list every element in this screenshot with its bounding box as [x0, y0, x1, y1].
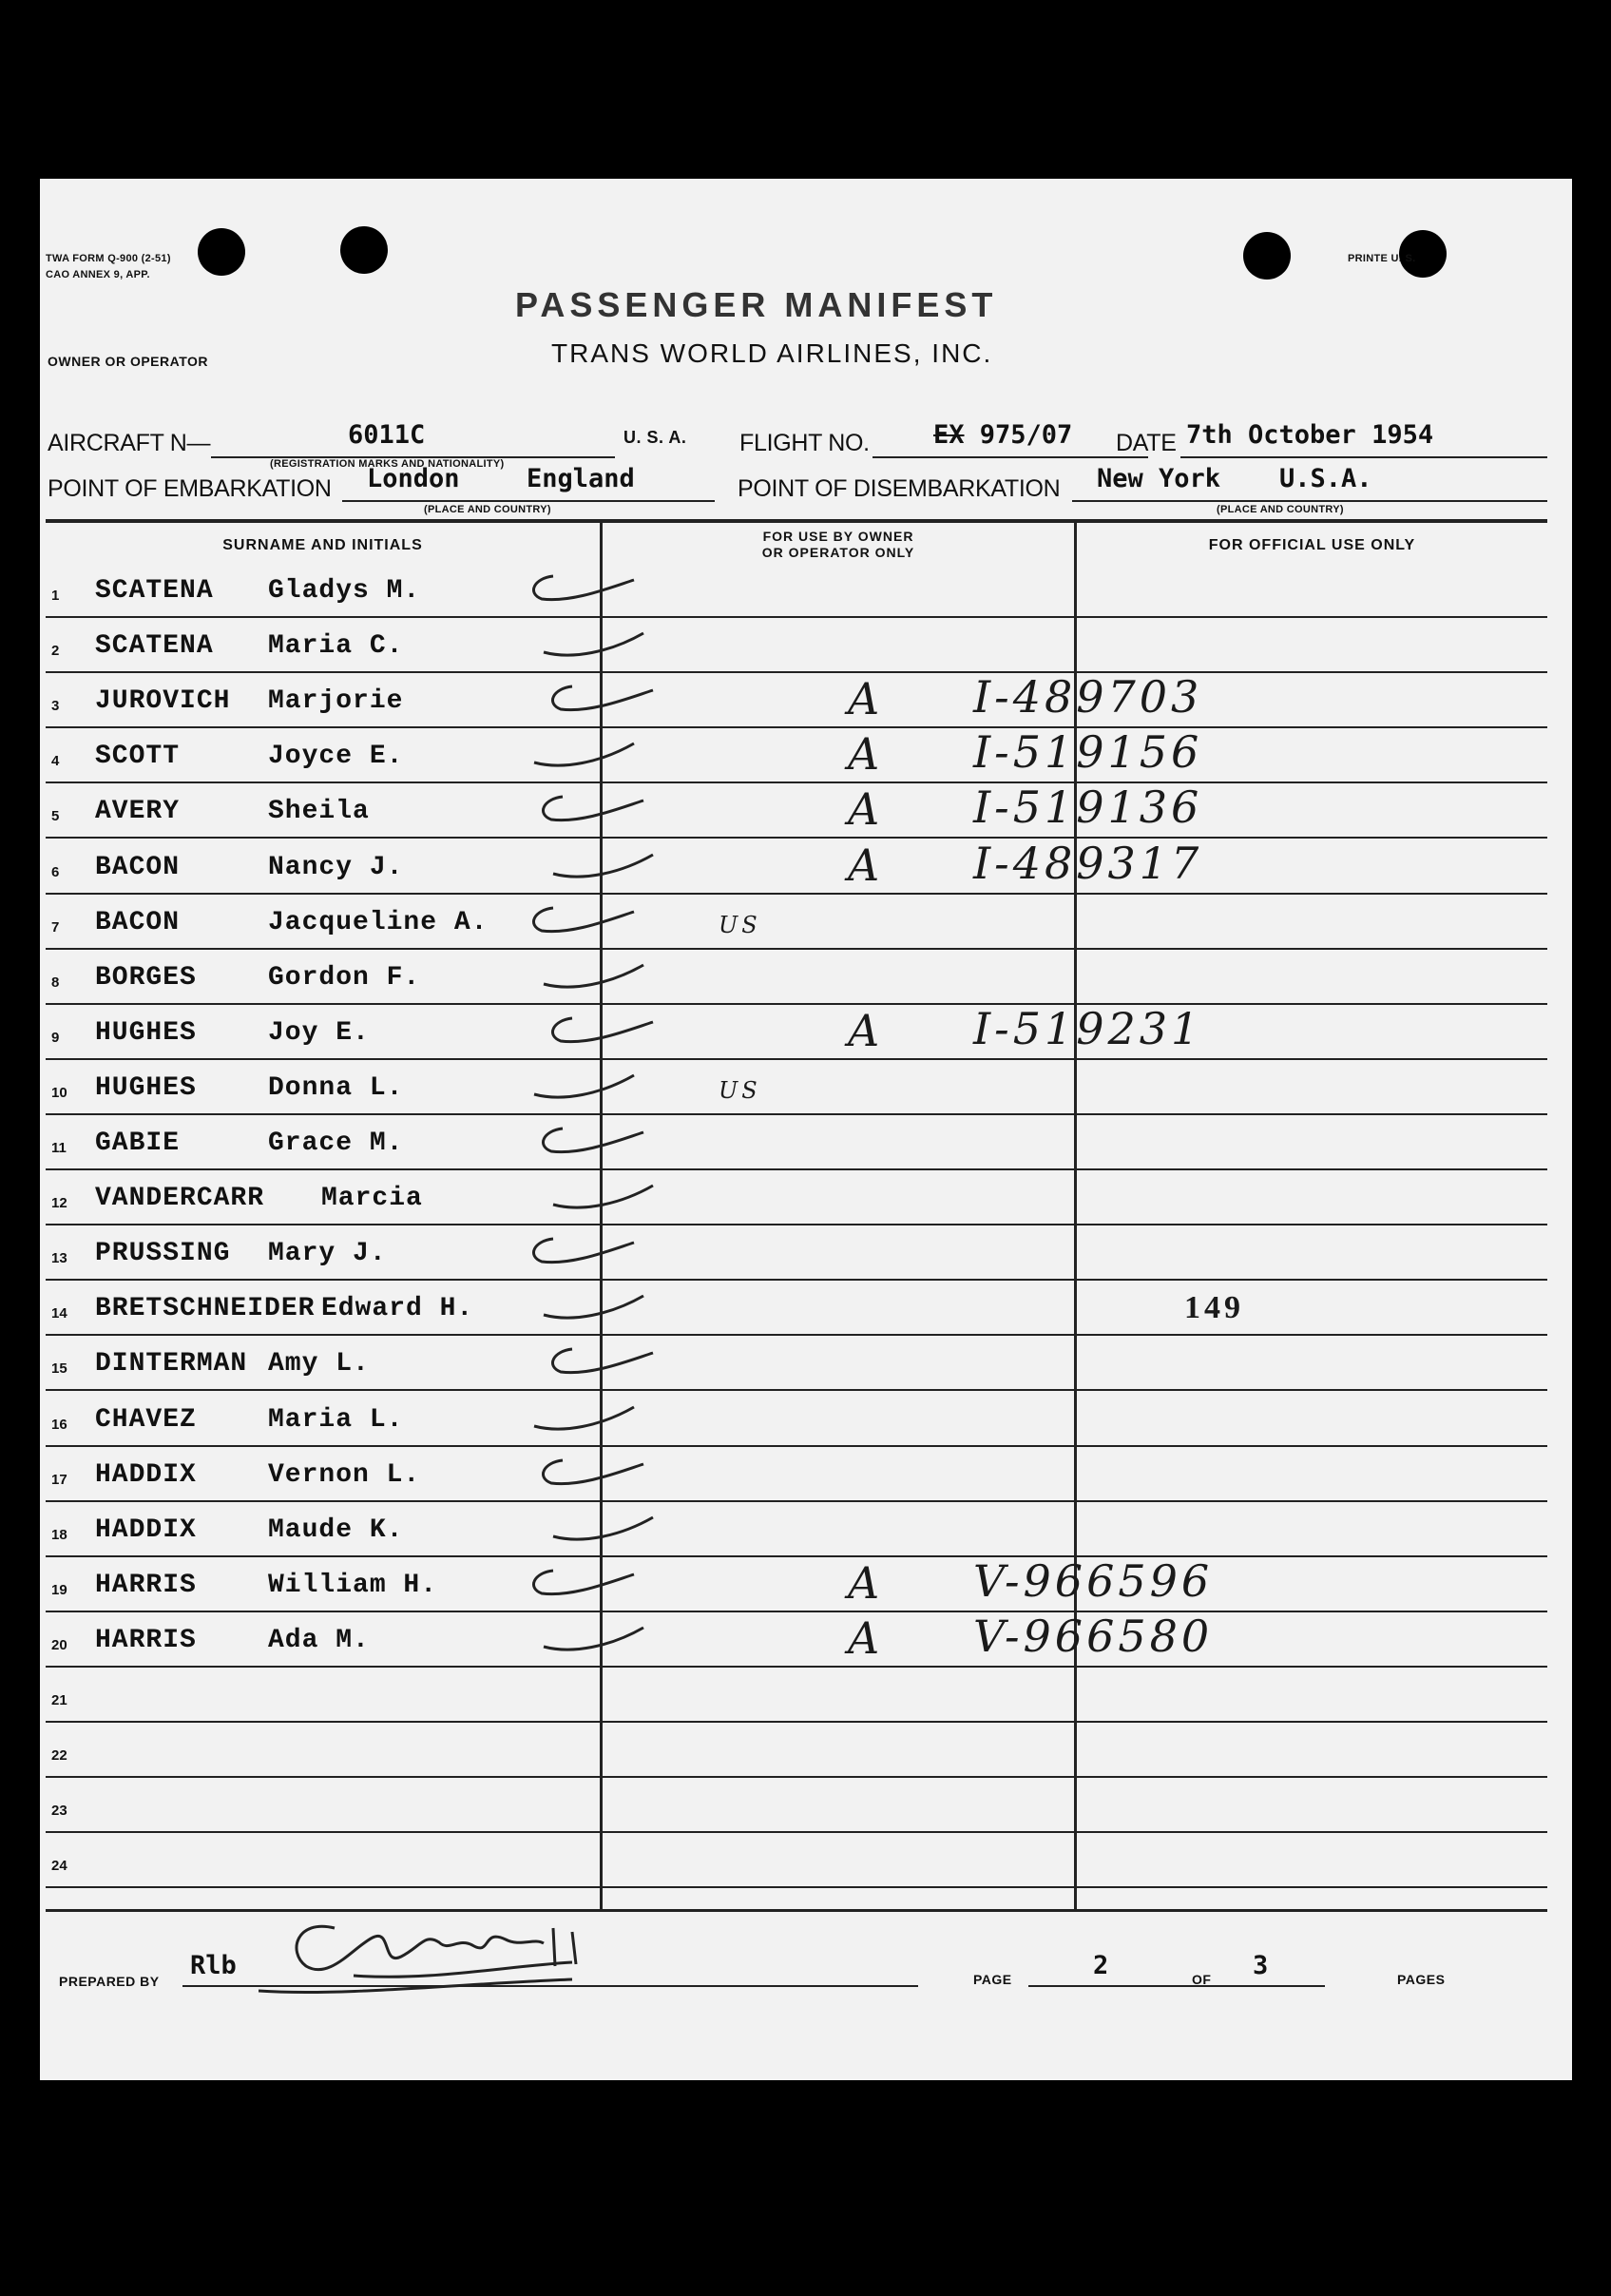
official-use-entry: V-966596	[973, 1555, 1214, 1607]
table-row	[40, 1115, 1572, 1170]
passenger-surname: SCATENA	[95, 631, 214, 661]
disembarkation-city: New York	[1097, 464, 1221, 493]
check-mark	[534, 679, 658, 726]
table-row	[40, 1336, 1572, 1391]
row-number: 13	[51, 1250, 67, 1266]
row-number: 19	[51, 1582, 67, 1598]
owner-use-mark: A	[848, 673, 884, 724]
table-row	[40, 1778, 1572, 1833]
official-use-entry: I-519136	[973, 781, 1203, 833]
table-row	[40, 1723, 1572, 1778]
row-number: 21	[51, 1692, 67, 1708]
row-number: 1	[51, 588, 60, 604]
owner-use-mark: US	[719, 1077, 761, 1104]
check-mark	[515, 734, 639, 781]
annex-ref: CAO ANNEX 9, APP.	[46, 269, 150, 280]
check-mark	[534, 1011, 658, 1058]
owner-use-mark: A	[848, 1005, 884, 1056]
passenger-surname: DINTERMAN	[95, 1349, 248, 1379]
check-mark	[515, 1231, 639, 1279]
column-header-owner-use: FOR USE BY OWNER OR OPERATOR ONLY	[761, 529, 915, 560]
owner-use-mark: A	[848, 1612, 884, 1664]
passenger-surname: HARRIS	[95, 1571, 197, 1600]
row-number: 23	[51, 1803, 67, 1819]
owner-use-mark: A	[848, 839, 884, 891]
passenger-surname: GABIE	[95, 1129, 181, 1158]
embarkation-label: POINT OF EMBARKATION	[48, 475, 332, 502]
pages-label: PAGES	[1397, 1972, 1446, 1987]
airline-name: TRANS WORLD AIRLINES, INC.	[551, 338, 993, 368]
passenger-given-name: Sheila	[268, 797, 370, 826]
row-number: 24	[51, 1858, 67, 1874]
row-number: 22	[51, 1747, 67, 1764]
passenger-given-name: Edward H.	[321, 1294, 474, 1323]
row-number: 5	[51, 808, 60, 824]
row-number: 4	[51, 753, 60, 769]
owner-use-mark: A	[848, 1557, 884, 1609]
check-mark	[525, 1618, 648, 1666]
row-number: 7	[51, 919, 60, 936]
nationality: U. S. A.	[623, 428, 687, 447]
passenger-surname: AVERY	[95, 797, 181, 826]
table-row	[40, 1557, 1572, 1612]
aircraft-value: 6011C	[348, 420, 426, 450]
date-label: DATE	[1116, 430, 1177, 456]
passenger-surname: PRUSSING	[95, 1239, 231, 1268]
passenger-given-name: Jacqueline A.	[268, 908, 489, 937]
passenger-surname: BACON	[95, 853, 181, 882]
table-row	[40, 1170, 1572, 1225]
check-mark	[515, 1066, 639, 1113]
disembarkation-country: U.S.A.	[1279, 464, 1372, 493]
registration-caption: (REGISTRATION MARKS AND NATIONALITY)	[270, 458, 505, 470]
table-row	[40, 728, 1572, 783]
table-row	[40, 618, 1572, 673]
passenger-given-name: Donna L.	[268, 1073, 404, 1103]
row-number: 2	[51, 643, 60, 659]
table-row	[40, 1502, 1572, 1557]
row-number: 8	[51, 974, 60, 991]
embarkation-city: London	[367, 464, 460, 493]
table-row	[40, 950, 1572, 1005]
table-row	[40, 563, 1572, 618]
official-use-entry: I-489703	[973, 671, 1203, 723]
passenger-given-name: Gordon F.	[268, 963, 421, 993]
passenger-given-name: Ada M.	[268, 1626, 370, 1655]
check-mark	[515, 569, 639, 616]
table-row	[40, 1005, 1572, 1060]
table-top-rule	[46, 519, 1547, 523]
table-row	[40, 1833, 1572, 1888]
row-number: 16	[51, 1417, 67, 1433]
table-row	[40, 1225, 1572, 1281]
passenger-given-name: Maria L.	[268, 1405, 404, 1435]
owner-use-mark: A	[848, 728, 884, 780]
passenger-given-name: Joy E.	[268, 1018, 370, 1048]
of-label: OF	[1192, 1972, 1212, 1987]
signature	[259, 1909, 658, 2004]
passenger-surname: JUROVICH	[95, 686, 231, 716]
prepared-by-value: Rlb	[190, 1951, 237, 1980]
row-number: 3	[51, 698, 60, 714]
table-row	[40, 839, 1572, 895]
row-number: 12	[51, 1195, 67, 1211]
aircraft-label: AIRCRAFT N—	[48, 430, 211, 456]
passenger-given-name: Joyce E.	[268, 742, 404, 771]
check-mark	[525, 1453, 648, 1500]
official-use-entry: I-489317	[973, 838, 1203, 889]
place-caption: (PLACE AND COUNTRY)	[424, 504, 551, 515]
table-row	[40, 1447, 1572, 1502]
passenger-surname: HADDIX	[95, 1460, 197, 1490]
passenger-given-name: William H.	[268, 1571, 438, 1600]
row-number: 17	[51, 1472, 67, 1488]
column-header-surname: SURNAME AND INITIALS	[222, 537, 423, 553]
row-number: 20	[51, 1637, 67, 1653]
passenger-given-name: Gladys M.	[268, 576, 421, 606]
manifest-sheet	[40, 179, 1572, 2080]
page-label: PAGE	[973, 1972, 1012, 1987]
row-number: 11	[51, 1140, 67, 1156]
passenger-given-name: Marjorie	[268, 686, 404, 716]
owner-use-mark: A	[848, 783, 884, 835]
row-number: 9	[51, 1030, 60, 1046]
table-row	[40, 1060, 1572, 1115]
punch-hole	[340, 226, 388, 274]
passenger-given-name: Nancy J.	[268, 853, 404, 882]
passenger-given-name: Marcia	[321, 1184, 423, 1213]
passenger-surname: HUGHES	[95, 1073, 197, 1103]
owner-operator-label: OWNER OR OPERATOR	[48, 354, 208, 369]
embarkation-country: England	[527, 464, 635, 493]
check-mark	[534, 1176, 658, 1224]
official-use-entry: I-519231	[973, 1003, 1203, 1054]
table-row	[40, 1392, 1572, 1447]
flight-label: FLIGHT NO.	[739, 430, 870, 456]
passenger-surname: BRETSCHNEIDER	[95, 1294, 316, 1323]
table-row	[40, 1612, 1572, 1668]
row-number: 15	[51, 1360, 67, 1377]
row-number: 18	[51, 1527, 67, 1543]
row-number: 14	[51, 1305, 67, 1322]
check-mark	[534, 1508, 658, 1555]
passenger-given-name: Maude K.	[268, 1515, 404, 1545]
official-use-entry: V-966580	[973, 1611, 1214, 1662]
official-use-entry: I-519156	[973, 726, 1203, 778]
date-value: 7th October 1954	[1186, 420, 1434, 450]
passenger-surname: BORGES	[95, 963, 197, 993]
table-row	[40, 895, 1572, 950]
passenger-given-name: Maria C.	[268, 631, 404, 661]
check-mark	[525, 789, 648, 837]
passenger-surname: BACON	[95, 908, 181, 937]
passenger-surname: HARRIS	[95, 1626, 197, 1655]
check-mark	[525, 1286, 648, 1334]
passenger-given-name: Grace M.	[268, 1129, 404, 1158]
punch-hole	[1243, 232, 1291, 280]
table-row	[40, 1281, 1572, 1336]
page-value: 2	[1093, 1951, 1109, 1980]
of-value: 3	[1253, 1951, 1269, 1980]
check-mark	[525, 624, 648, 671]
official-use-entry: 149	[1184, 1290, 1244, 1325]
passenger-surname: VANDERCARR	[95, 1184, 265, 1213]
passenger-given-name: Vernon L.	[268, 1460, 421, 1490]
passenger-surname: HUGHES	[95, 1018, 197, 1048]
check-mark	[525, 1121, 648, 1168]
passenger-surname: HADDIX	[95, 1515, 197, 1545]
row-number: 6	[51, 864, 60, 880]
passenger-surname: SCATENA	[95, 576, 214, 606]
check-mark	[534, 845, 658, 893]
table-row	[40, 673, 1572, 728]
check-mark	[525, 955, 648, 1003]
check-mark	[515, 1563, 639, 1611]
check-mark	[515, 900, 639, 948]
punch-hole	[198, 228, 245, 276]
owner-use-mark: US	[719, 912, 761, 938]
passenger-given-name: Amy L.	[268, 1349, 370, 1379]
passenger-surname: CHAVEZ	[95, 1405, 197, 1435]
table-row	[40, 1668, 1572, 1723]
check-mark	[515, 1398, 639, 1445]
flight-value: EX 975/07	[933, 420, 1073, 450]
table-row	[40, 783, 1572, 839]
row-number: 10	[51, 1085, 67, 1101]
passenger-surname: SCOTT	[95, 742, 181, 771]
disembarkation-label: POINT OF DISEMBARKATION	[738, 475, 1061, 502]
place-caption: (PLACE AND COUNTRY)	[1217, 504, 1344, 515]
form-id: TWA FORM Q-900 (2-51)	[46, 253, 171, 264]
check-mark	[534, 1341, 658, 1389]
column-header-official: FOR OFFICIAL USE ONLY	[1208, 537, 1416, 553]
prepared-by-label: PREPARED BY	[59, 1974, 160, 1989]
passenger-given-name: Mary J.	[268, 1239, 387, 1268]
page-title: PASSENGER MANIFEST	[515, 285, 998, 324]
printed-label: PRINTE U. S.	[1348, 253, 1416, 264]
